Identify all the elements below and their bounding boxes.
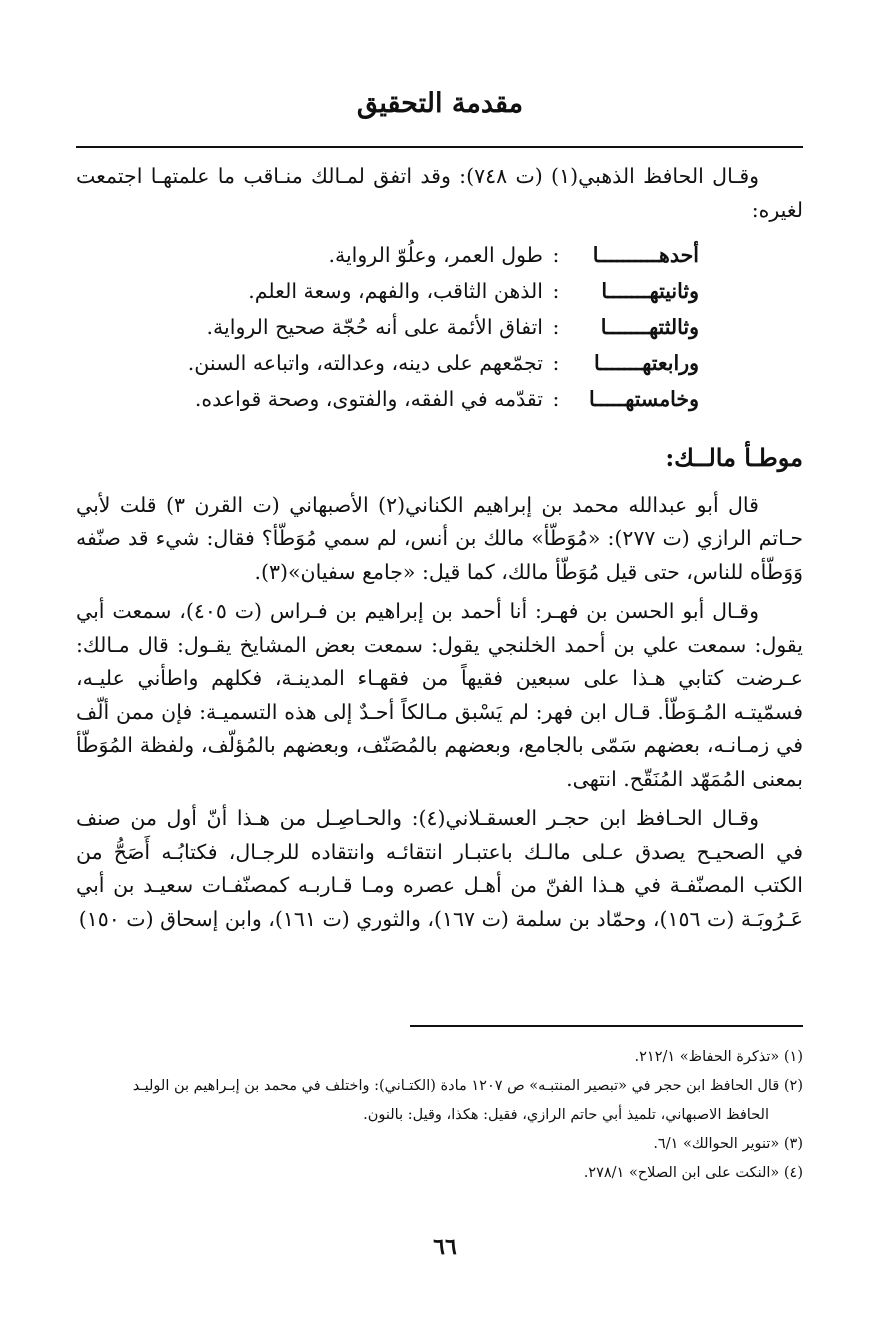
virtue-text: تجمّعهم على دينه، وعدالته، واتباعه السنن. [187,351,543,375]
virtue-item [76,381,699,417]
virtue-text: طول العمر، وعلُوّ الرواية. [328,243,543,267]
body-paragraph: وقـال أبو الحسن بن فهـر: أنا أحمد بن إبراهيم بن فـراس (ت ٤٠٥)، سمعت أبي يقول: سمعت علي بن أحمد الخلنجي يقول: سمعت بعض المشايخ يقـول: قال مـالك: عـرضت كتابي هـذا على سبعين فقيهاً من فقهـاء المدينـة، فكلهم واطأني عليـه، فسمّيتـه المُـوَطّأ. قـال ابن فهر: لم يَسْبق مـالكاً أحـدٌ إلى هذه التسميـة: فإن ممن ألّف في زمـانـه، بعضهم سَمّى بالجامع، وبعضهم بالمُصَنّف، وبعضهم بالمُؤلّف، ولفظة المُوَطّأ بمعنى المُمَهّد المُنَقّح. انتهى. [76,599,803,791]
virtue-item [76,237,699,273]
virtue-label: أحدهــــــــــا [592,243,699,267]
body-paragraph: وقـال الحـافظ ابن حجـر العسقـلاني(٤): والحـاصِـل من هـذا أنّ أول من صنف في الصحيـح يصدق عـلى مالـك باعتبـار انتقائـه وانتقاده للرجـال، فكتابُـه أَصَحُّ من الكتب المصنّفـة في هـذا الفنّ من أهـل عصره ومـا قـاربـه كمصنّفـات سعيـد بن أبي عَـرُوبَـة (ت ١٥٦)، وحمّاد بن سلمة (ت ١٦٧)، والثوري (ت ١٦١)، وابن إسحاق (ت ١٥٠) [76,806,803,931]
footnotes [76,1043,803,1188]
footnote-divider [410,1025,803,1027]
header-divider [76,146,803,148]
section-heading: موطـأ مالــك: [665,443,803,472]
footnote: (٣) «تنوير الحوالك» ٦/١. [653,1136,803,1152]
virtue-colon: : [552,243,560,267]
virtue-label: وثالثتهـــــــا [600,315,699,339]
footnote: (٢) قال الحافظ ابن حجر في «تبصير المنتبـه» ص ١٢٠٧ مادة (الكتـاني): واختلف في محمد بن إبـراهيم بن الوليـد [132,1078,803,1094]
virtue-colon: : [552,387,560,411]
virtue-label: ورابعتهـــــــا [593,351,699,375]
intro-paragraph: وقـال الحافظ الذهبي(١) (ت ٧٤٨): وقد اتفق لمـالك منـاقب ما علمتهـا اجتمعت لغيره: [76,164,803,222]
main-text [76,160,803,936]
footnote: (١) «تذكرة الحفاظ» ٢١٢/١. [634,1049,803,1065]
virtue-label: وخامستهـــــا [589,387,699,411]
virtue-item [76,273,699,309]
virtue-label: وثانيتهـــــــا [601,279,699,303]
virtue-colon: : [552,279,560,303]
virtue-text: اتفاق الأئمة على أنه حُجّة صحيح الرواية. [206,315,543,339]
body-paragraph: قال أبو عبدالله محمد بن إبراهيم الكناني(٢) الأصبهاني (ت القرن ٣) قلت لأبي حـاتم الرازي (ت ٢٧٧): «مُوَطّأ» مالك بن أنس، لم سمي مُوَطّأ؟ فقال: شيء قد صنّفه وَوَطّأه للناس، حتى قيل مُوَطّأ مالك، كما قيل: «جامع سفيان»(٣). [76,492,804,584]
virtue-item [76,345,699,381]
virtue-colon: : [552,351,560,375]
virtue-text: تقدّمه في الفقه، والفتوى، وصحة قواعده. [194,387,543,411]
footnote: (٤) «النكت على ابن الصلاح» ٢٧٨/١. [583,1165,803,1181]
virtue-text: الذهن الثاقب، والفهم، وسعة العلم. [248,279,543,303]
virtue-item [76,309,699,345]
footnote-continuation: الحافظ الاصبهاني، تلميذ أبي حاتم الرازي، فقيل: هكذا، وقيل: بالنون. [363,1107,769,1123]
page-title: مقدمة التحقيق [356,88,524,119]
virtue-colon: : [552,315,560,339]
page-number: ٦٦ [433,1234,457,1260]
virtues-list [76,237,803,417]
